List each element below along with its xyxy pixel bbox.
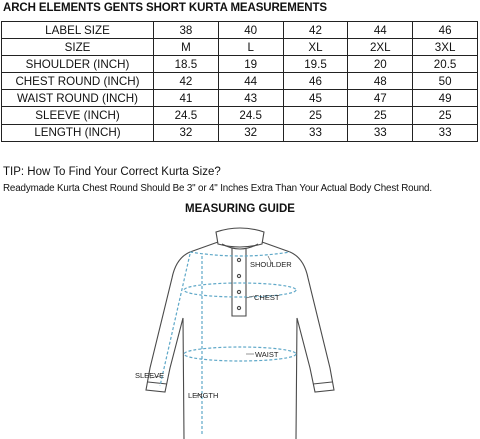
size-chart-table [1,21,478,142]
measure-lines [160,252,296,436]
table-row [2,124,478,141]
waist-label: WAIST [255,350,279,359]
shoulder-line [190,252,290,256]
tip-heading: TIP: How To Find Your Correct Kurta Size? [3,166,221,178]
table-cell: 19.5 [283,56,348,73]
kurta-measuring-diagram [0,218,480,439]
tip-note: Readymade Kurta Chest Round Should Be 3" or 4" Inches Extra Than Your Actual Body Chest Round. [3,183,432,194]
chest-label: CHEST [254,293,280,302]
table-cell: XL [283,39,348,56]
table-cell: 25 [283,107,348,124]
page-title: ARCH ELEMENTS GENTS SHORT KURTA MEASUREMENTS [3,2,327,14]
table-row [2,39,478,56]
table-cell: M [154,39,219,56]
row-label: LABEL SIZE [2,22,154,39]
table-cell: 48 [348,73,413,90]
table-row [2,90,478,107]
kurta-outline [146,228,334,439]
table-cell: 2XL [348,39,413,56]
table-row [2,22,478,39]
row-label: WAIST ROUND (INCH) [2,90,154,107]
table-cell: 20 [348,56,413,73]
table-cell: 40 [218,22,283,39]
table-cell: 32 [218,124,283,141]
table-cell: 50 [413,73,478,90]
table-cell: 43 [218,90,283,107]
shoulder-label: SHOULDER [250,260,292,269]
table-cell: 25 [413,107,478,124]
table-cell: 42 [283,22,348,39]
table-cell: 33 [348,124,413,141]
table-cell: 32 [154,124,219,141]
table-cell: 46 [413,22,478,39]
row-label: LENGTH (INCH) [2,124,154,141]
measuring-guide-title: MEASURING GUIDE [185,203,295,215]
table-cell: 20.5 [413,56,478,73]
table-row [2,73,478,90]
row-label: SIZE [2,39,154,56]
table-cell: 41 [154,90,219,107]
table-cell: 49 [413,90,478,107]
table-cell: 44 [348,22,413,39]
table-cell: 3XL [413,39,478,56]
table-cell: 24.5 [154,107,219,124]
table-cell: 33 [413,124,478,141]
table-cell: 18.5 [154,56,219,73]
table-cell: 25 [348,107,413,124]
table-cell: L [218,39,283,56]
table-cell: 46 [283,73,348,90]
table-cell: 45 [283,90,348,107]
table-cell: 38 [154,22,219,39]
row-label: CHEST ROUND (INCH) [2,73,154,90]
table-cell: 24.5 [218,107,283,124]
sleeve-line [160,254,190,386]
row-label: SLEEVE (INCH) [2,107,154,124]
table-cell: 33 [283,124,348,141]
length-label: LENGTH [188,391,219,400]
table-row [2,107,478,124]
row-label: SHOULDER (INCH) [2,56,154,73]
table-cell: 47 [348,90,413,107]
sleeve-label: SLEEVE [135,371,165,380]
table-cell: 42 [154,73,219,90]
table-cell: 44 [218,73,283,90]
table-cell: 19 [218,56,283,73]
waist-line [184,347,296,361]
table-row [2,56,478,73]
